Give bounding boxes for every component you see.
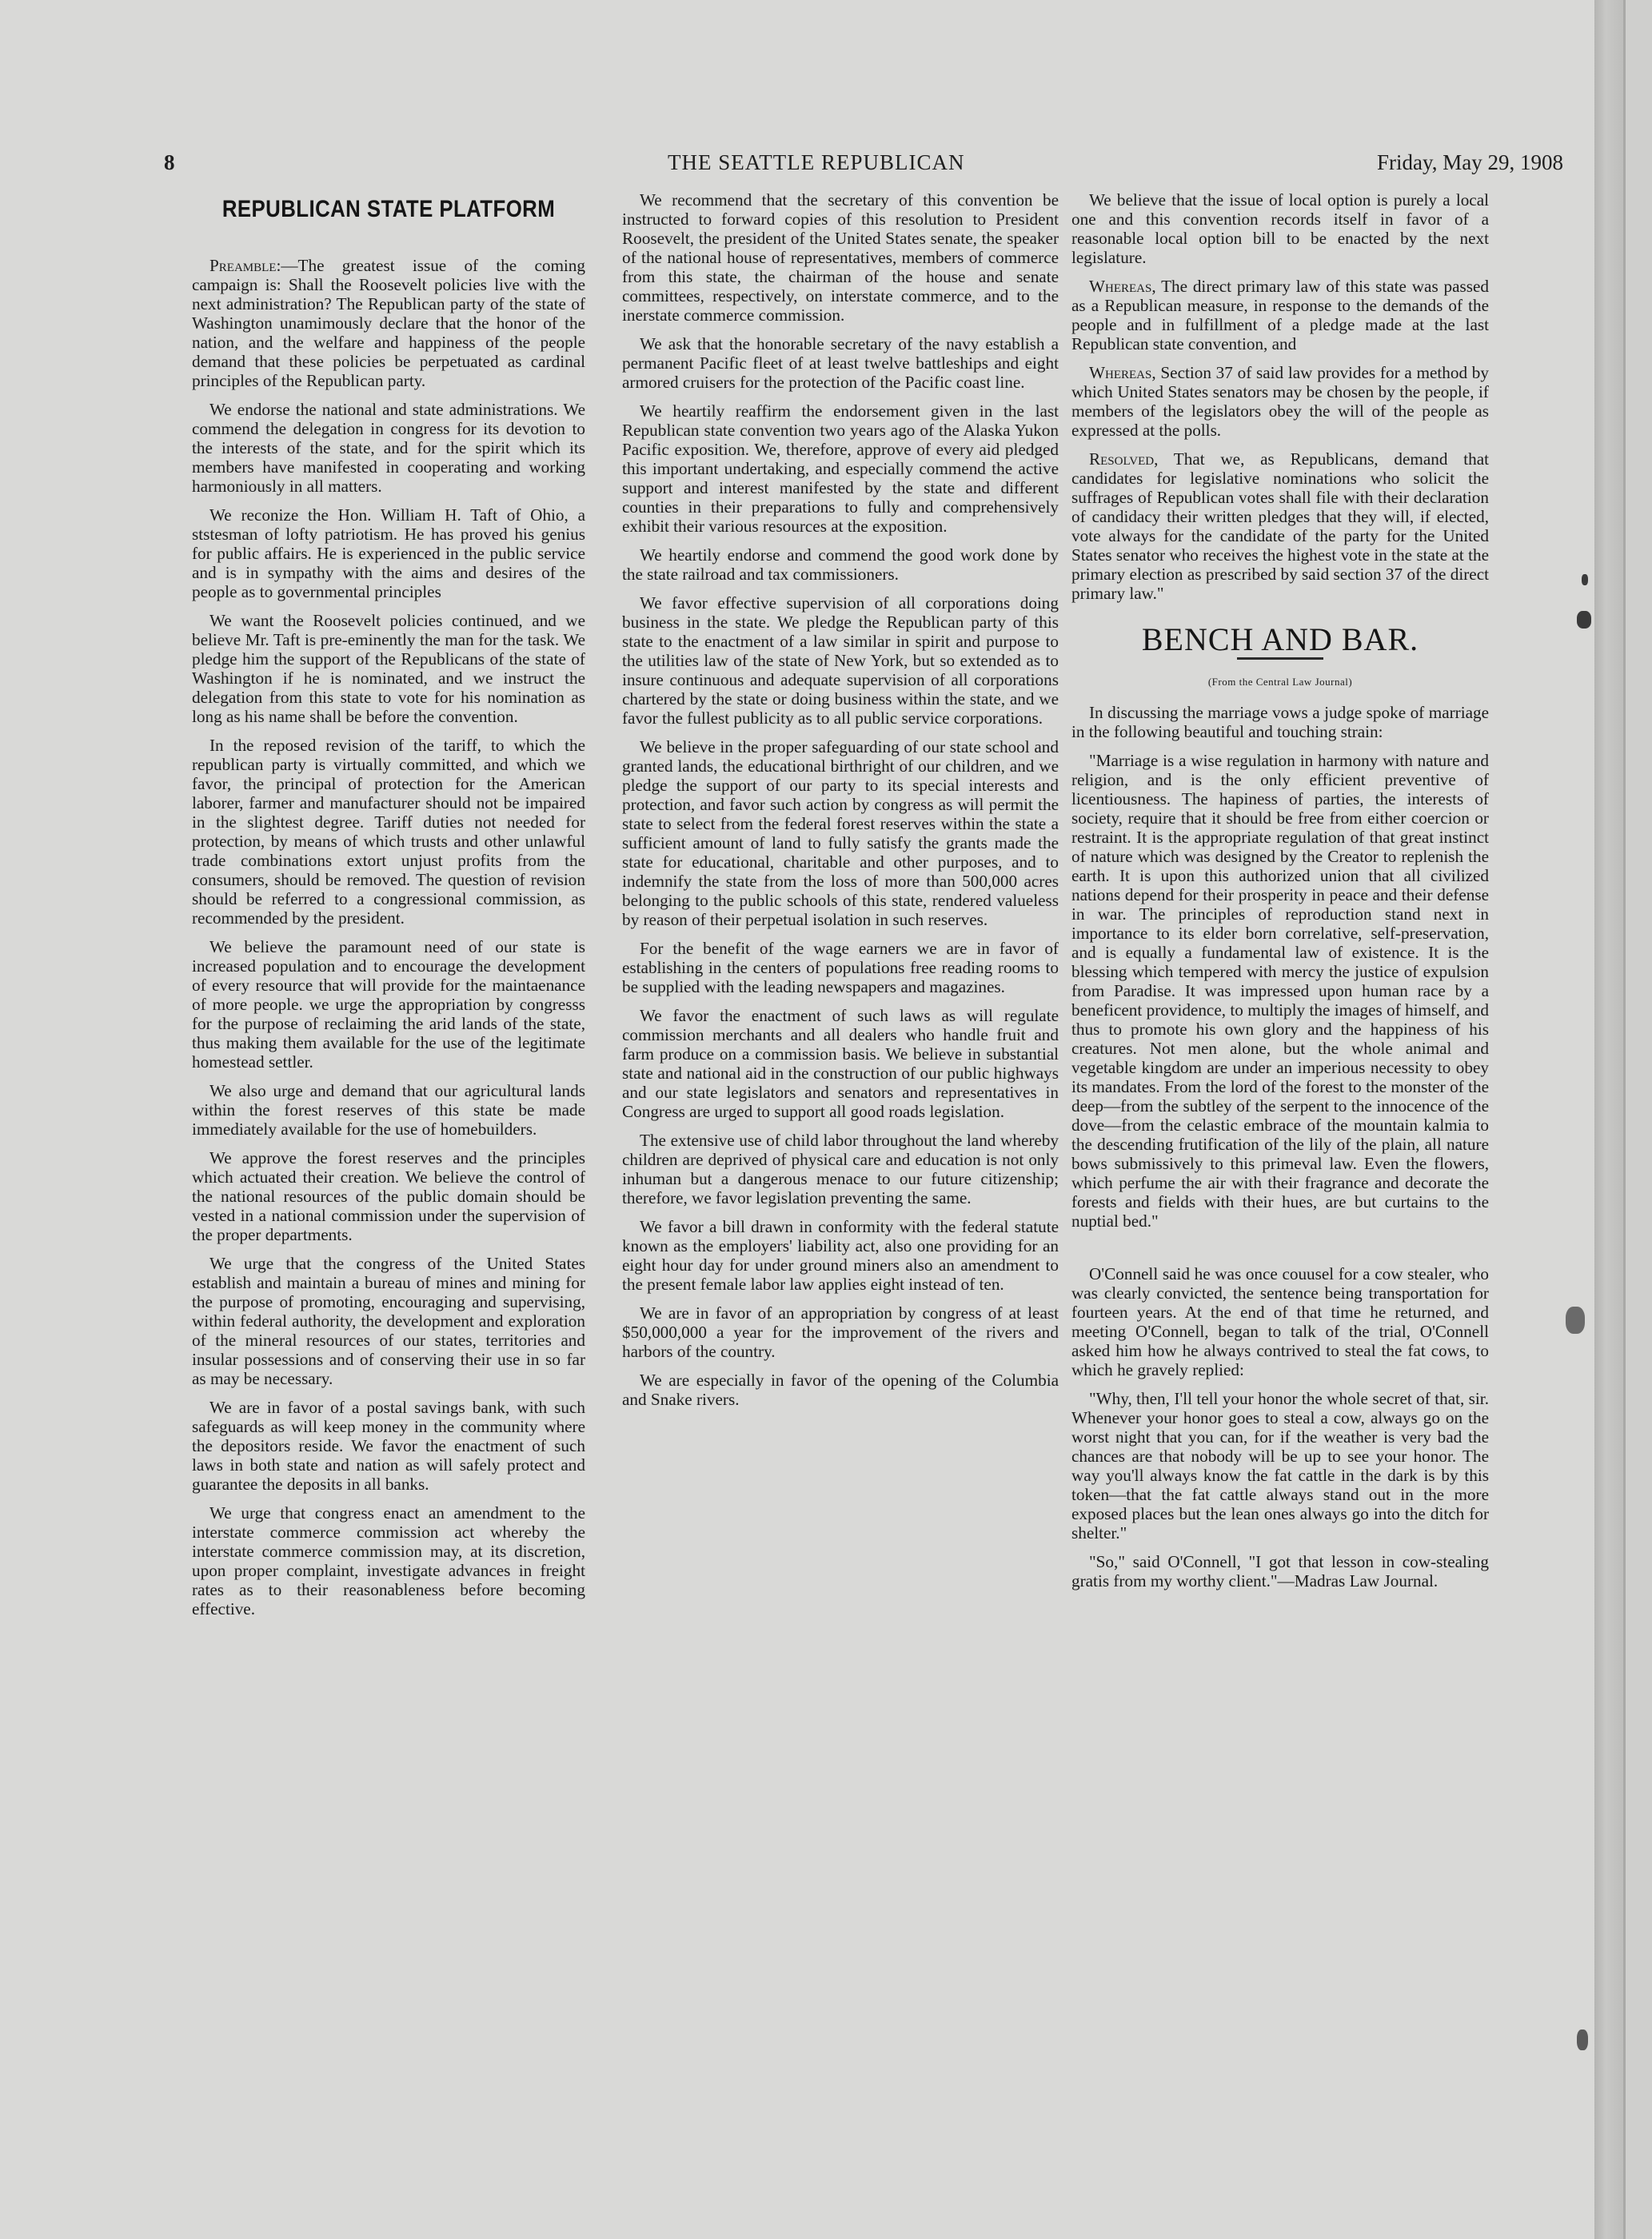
source-credit: (From the Central Law Journal) — [1207, 676, 1353, 688]
whereas-label: Whereas, — [1089, 363, 1156, 382]
platform-paragraph: We favor the enactment of such laws as will regulate commission merchants and all dealers who handle fruit and farm produce on a commission basis. We believe in substantial state and national aid in the construction of our public highways and our state legislators and senators and representatives in Congress are urged to support all good roads legislation. — [622, 1006, 1059, 1121]
platform-paragraph: We ask that the honorable secretary of the navy establish a permanent Pacific fleet of at least twelve battleships and eight armored cruisers for the protection of the Pacific coast line. — [622, 334, 1059, 392]
platform-paragraph: We believe in the proper safeguarding of our state school and granted lands, the educational birthright of our children, and we pledge the support of our party to its special interests and protection, and favor such action by congress as will permit the state to select from the federal forest reserves within the state a sufficient amount of land to fully satisfy the grants made the state for educational, charitable and other purposes, and to indemnify the state from the loss of more than 500,000 acres belonging to the public schools of this state, rendered valueless by reason of their perpetual isolation in such reserves. — [622, 737, 1059, 929]
heading-rule — [1237, 657, 1323, 660]
resolved-text: That we, as Republicans, demand that candidates for legislative nominations who solicit the suffrages of Republican votes shall file with their declaration of candidacy their written pledges that they will, if elected, vote always for the candidate of the party for the United States senator who receives the highest vote in the state at the primary election as prescribed by said section 37 of the direct primary law." — [1071, 449, 1489, 603]
platform-paragraph: We urge that congress enact an amendment to the interstate commerce commission act whereby the interstate commerce commission may, at its discretion, upon proper complaint, investigate advances in freight rates as to their reasonableness before becoming effective. — [192, 1503, 585, 1618]
bench-paragraph: In discussing the marriage vows a judge spoke of marriage in the following beautiful and touching strain: — [1071, 703, 1489, 741]
scan-mark — [1577, 611, 1591, 629]
platform-paragraph: For the benefit of the wage earners we are in favor of establishing in the centers of populations free reading rooms to be supplied with the leading newspapers and magazines. — [622, 939, 1059, 996]
resolved-paragraph — [1071, 449, 1489, 603]
page-number: 8 — [164, 150, 175, 174]
platform-paragraph: We are in favor of a postal savings bank, with such safeguards as will keep money in the community where the depositors reside. We favor the enactment of such laws in both state and nation as will safely protect and guarantee the deposits in all banks. — [192, 1398, 585, 1494]
page-edge — [1594, 0, 1623, 2239]
platform-paragraph: We are in favor of an appropriation by congress of at least $50,000,000 a year for the improvement of the rivers and harbors of the country. — [622, 1303, 1059, 1361]
scan-mark — [1566, 1307, 1585, 1334]
resolved-label: Resolved, — [1089, 449, 1159, 469]
platform-paragraph: We approve the forest reserves and the principles which actuated their creation. We believe the control of the national resources of the public domain should be vested in a national commission under the supervision of the proper departments. — [192, 1148, 585, 1244]
platform-paragraph: We favor effective supervision of all corporations doing business in the state. We pledge the Republican party of this state to the enactment of a law similar in spirit and purpose to the utilities law of the state of New York, but so extended as to insure continuous and adequate supervision of all corporations chartered by the state or doing business within the state, and we favor the fullest publicity as to all public service corporations. — [622, 593, 1059, 728]
platform-paragraph: We endorse the national and state administrations. We commend the delegation in congress for its devotion to the interests of the state, and for the spirit which its members have manifested in cooperating and working harmoniously in all matters. — [192, 400, 585, 496]
page-header — [164, 150, 1563, 182]
whereas-paragraph — [1071, 277, 1489, 353]
oconnell-paragraph: O'Connell said he was once couusel for a cow stealer, who was clearly convicted, the sentence being transportation for fourteen years. At the end of that time he returned, and meeting O'Connell, began to talk of the trial, O'Connell asked him how he always contrived to steal the fat cows, to which he gravely replied: — [1071, 1264, 1489, 1379]
issue-date: Friday, May 29, 1908 — [1377, 150, 1563, 174]
platform-paragraph: We believe the paramount need of our state is increased population and to encourage the development of every resource that will provide for the maintaenance of more people. we urge the appropriation by congresss for the purpose of reclaiming the arid lands of the state, thus making them available for the use of the legitimate homestead settler. — [192, 937, 585, 1072]
platform-paragraph: We recommend that the secretary of this convention be instructed to forward copies of this resolution to President Roosevelt, the president of the United States senate, the speaker of the national house of representatives, members of commerce from this state, the chairman of the house and senate committees, respectively, on interstate commerce, and to the inerstate commerce commission. — [622, 190, 1059, 325]
platform-paragraph: We also urge and demand that our agricultural lands within the forest reserves of this state be made immediately available for the use of homebuilders. — [192, 1081, 585, 1139]
platform-paragraph: We want the Roosevelt policies continued, and we believe Mr. Taft is pre-eminently the man for the task. We pledge him the support of the Republicans of the state of Washington if he is nominated, and we instruct the delegation from this state to vote for his nomination as long as his name shall be before the convention. — [192, 611, 585, 726]
newspaper-name: THE SEATTLE REPUBLICAN — [668, 150, 965, 174]
column-2 — [622, 190, 1059, 1419]
bench-paragraph: "Marriage is a wise regulation in harmony with nature and religion, and is the only efficient preventive of licentiousness. The hapiness of parties, the interests of society, require that it should be free from either coercion or restraint. It is the appropriate regulation of that great instinct of nature which was designed by the Creator to replenish the earth. It is upon this authorized union that all civilized nations depend for their prosperity in peace and their defense in war. The principles of reproduction stand next in importance to its elder born correlative, self-preservation, and is equally a fundamental law of existence. It is the blessing which tempered with mercy the justice of expulsion from Paradise. It was impressed upon human race by a beneficent providence, to multiply the images of himself, and thus to promote his own glory and the happiness of his creatures. Not men alone, but the whole animal and vegetable kingdom are under an imperious necessity to obey its mandates. From the lord of the forest to the monster of the deep—from the subtley of the serpent to the innocence of the dove—from the celastic embrace of the mountain kalmia to the descending frutification of the lily of the plain, all nature bows submissively to this primeval law. Even the flowers, which perfume the air with their fragrance and decorate the forests and fields with their hues, are but curtains to the nuptial bed." — [1071, 751, 1489, 1231]
scan-mark — [1582, 574, 1588, 585]
platform-heading: REPUBLICAN STATE PLATFORM — [221, 196, 556, 222]
whereas-label: Whereas, — [1089, 277, 1156, 296]
scan-mark — [1577, 2029, 1588, 2050]
preamble-paragraph — [192, 256, 585, 390]
platform-paragraph: We heartily endorse and commend the good work done by the state railroad and tax commissioners. — [622, 545, 1059, 584]
bench-heading: BENCH AND BAR. — [1141, 621, 1419, 657]
whereas-text: The direct primary law of this state was passed as a Republican measure, in response to the demands of the people and in fulfillment of a pledge made at the last Republican state convention, and — [1071, 277, 1489, 353]
platform-paragraph: We favor a bill drawn in conformity with the federal statute known as the employers' liability act, also one providing for an eight hour day for under ground miners also an amendment to the present female labor law applies eight instead of ten. — [622, 1217, 1059, 1294]
platform-paragraph: We heartily reaffirm the endorsement given in the last Republican state convention two years ago of the Alaska Yukon Pacific exposition. We, therefore, approve of every aid pledged this important undertaking, and especially commend the active support and interest manifested by the state and different counties in their preparations to fully and comprehensively exhibit their various resources at the exposition. — [622, 401, 1059, 536]
oconnell-paragraph: "Why, then, I'll tell your honor the whole secret of that, sir. Whenever your honor goes to steal a cow, always go on the worst night that you can, for if the weather is very bad the chances are that nobody will be up to see your honor. The way you'll always know the fat cattle in the dark is by this token—that the fat cattle always stand out in the more exposed places but the lean ones always go into the ditch for shelter." — [1071, 1389, 1489, 1543]
preamble-label: Preamble: — [209, 256, 281, 275]
section-gap — [1071, 1240, 1489, 1264]
platform-paragraph: We urge that the congress of the United States establish and maintain a bureau of mines and mining for the purpose of promoting, encouraging and supervising, within federal authority, the development and exploration of the mineral resources of our states, territories and insular possessions and of conserving their use in so far as may be necessary. — [192, 1254, 585, 1388]
whereas-paragraph — [1071, 363, 1489, 440]
platform-paragraph: The extensive use of child labor throughout the land whereby children are deprived of physical care and education is not only inhuman but a dangerous menace to our future citizenship; therefore, we favor legislation preventing the same. — [622, 1131, 1059, 1207]
whereas-text: Section 37 of said law provides for a method by which United States senators may be chosen by the people, if members of the legislators obey the will of the people as expressed at the polls. — [1071, 363, 1489, 440]
platform-paragraph: We reconize the Hon. William H. Taft of Ohio, a ststesman of lofty patriotism. He has proved his genius for public affairs. He is experienced in the public service and is in sympathy with the aims and desires of the people as to governmental principles — [192, 505, 585, 601]
column-1 — [192, 190, 585, 1628]
column-3 — [1071, 190, 1489, 1600]
platform-paragraph: We are especially in favor of the opening of the Columbia and Snake rivers. — [622, 1371, 1059, 1409]
preamble-text: —The greatest issue of the coming campaign is: Shall the Roosevelt policies live with the next administration? The Republican party of the state of Washington unamimously declare that the honor of the nation, and the welfare and happiness of the people demand that these policies be perpetuated as cardinal principles of the Republican party. — [192, 256, 585, 390]
platform-paragraph: In the reposed revision of the tariff, to which the republican party is virtually committed, and which we favor, the principal of protection for the American laborer, farmer and manufacturer should not be impaired in the slightest degree. Tariff duties not needed for protection, by means of which trusts and other unlawful trade combinations extort unjust profits from the consumers, should be removed. The question of revision should be referred to a congressional commission, as recommended by the president. — [192, 736, 585, 928]
platform-paragraph: We believe that the issue of local option is purely a local one and this convention records itself in favor of a reasonable local option bill to be enacted by the next legislature. — [1071, 190, 1489, 267]
oconnell-paragraph: "So," said O'Connell, "I got that lesson in cow-stealing gratis from my worthy client."—Madras Law Journal. — [1071, 1552, 1489, 1590]
